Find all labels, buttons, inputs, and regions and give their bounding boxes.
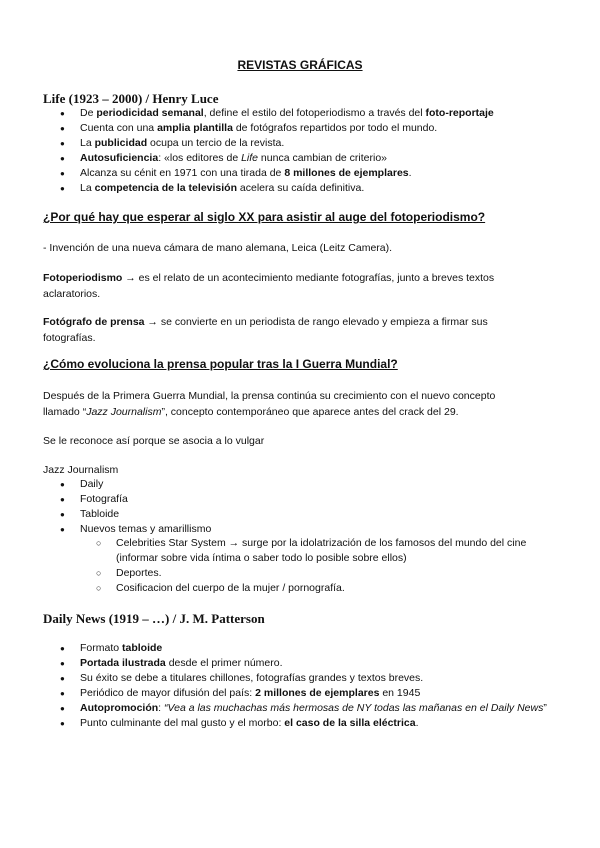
bullet-icon: ●	[60, 169, 65, 178]
list-item: ○ Deportes.	[96, 567, 162, 579]
bullet-icon: ●	[60, 674, 65, 683]
paragraph-leica: - Invención de una nueva cámara de mano alemana, Leica (Leitz Camera).	[43, 242, 393, 254]
section-heading-prensa-popular: ¿Cómo evoluciona la prensa popular tras la I Guerra Mundial?	[43, 357, 398, 371]
bullet-icon: ●	[60, 495, 65, 504]
bullet-icon: ●	[60, 154, 65, 163]
list-item: ● Daily	[60, 478, 104, 490]
bullet-icon: ●	[60, 139, 65, 148]
sub-bullet-icon: ○	[96, 568, 102, 578]
document-title: REVISTAS GRÁFICAS	[237, 58, 363, 72]
list-item: ● Nuevos temas y amarillismo	[60, 523, 212, 535]
section-heading-fotoperiodismo: ¿Por qué hay que esperar al siglo XX para asistir al auge del fotoperiodismo?	[43, 210, 486, 224]
definition-fotografo-de-prensa: Fotógrafo de prensa → se convierte en un periodista de rango elevado y empieza a firmar sus fotografías.	[43, 316, 488, 344]
bullet-icon: ●	[60, 689, 65, 698]
bullet-icon: ●	[60, 525, 65, 534]
list-item: ● Periódico de mayor difusión del país: 2 millones de ejemplares en 1945	[60, 687, 421, 699]
list-item: ● Su éxito se debe a titulares chillones, fotografías grandes y textos breves.	[60, 672, 424, 684]
bullet-icon: ●	[60, 184, 65, 193]
list-item: ○ Celebrities Star System → surge por la idolatrización de los famosos del mundo del cine (informar sobre vida íntima o saber todo lo posible sobre ellos)	[96, 537, 527, 564]
list-item: ○ Cosificacion del cuerpo de la mujer / pornografía.	[96, 582, 345, 594]
life-heading: Life (1923 – 2000) / Henry Luce	[43, 91, 219, 106]
list-item: ● Fotografía	[60, 493, 128, 505]
list-item: ● Cuenta con una amplia plantilla de fotógrafos repartidos por todo el mundo.	[60, 122, 438, 134]
definition-fotoperiodismo: Fotoperiodismo → es el relato de un acontecimiento mediante fotografías, junto a breves textos aclaratorios.	[43, 272, 495, 300]
list-item: ● De periodicidad semanal, define el estilo del fotoperiodismo a través del foto-reportaje	[60, 107, 494, 119]
bullet-icon: ●	[60, 510, 65, 519]
list-item: ● Portada ilustrada desde el primer número.	[60, 657, 283, 669]
list-item: ● Formato tabloide	[60, 642, 163, 654]
list-item: ● Autopromoción: “Vea a las muchachas más hermosas de NY todas las mañanas en el Daily News”	[60, 702, 547, 714]
sub-bullet-icon: ○	[96, 583, 102, 593]
list-item: ● Alcanza su cénit en 1971 con una tirada de 8 millones de ejemplares.	[60, 167, 412, 179]
life-bullet-list	[60, 106, 494, 196]
bullet-icon: ●	[60, 659, 65, 668]
daily-news-bullet-list	[60, 641, 550, 731]
paragraph-vulgar: Se le reconoce así porque se asocia a lo vulgar	[43, 435, 265, 447]
jazz-journalism-sublist	[96, 536, 546, 596]
list-title-jazz-journalism: Jazz Journalism	[43, 464, 119, 476]
bullet-icon: ●	[60, 719, 65, 728]
list-item: ● Tabloide	[60, 508, 120, 520]
sub-bullet-icon: ○	[96, 538, 102, 548]
bullet-icon: ●	[60, 109, 65, 118]
list-item: ● La competencia de la televisión acelera su caída definitiva.	[60, 182, 365, 194]
bullet-icon: ●	[60, 644, 65, 653]
paragraph-jazz-journalism: Después de la Primera Guerra Mundial, la prensa continúa su crecimiento con el nuevo concepto llamado “Jazz Journalism”, concepto contemporáneo que aparece antes del crack del 29.	[43, 390, 496, 418]
jazz-journalism-list	[60, 477, 212, 537]
daily-news-heading: Daily News (1919 – …) / J. M. Patterson	[43, 611, 265, 626]
list-item: ● Autosuficiencia: «los editores de Life nunca cambian de criterio»	[60, 152, 388, 164]
bullet-icon: ●	[60, 480, 65, 489]
bullet-icon: ●	[60, 124, 65, 133]
bullet-icon: ●	[60, 704, 65, 713]
list-item: ● La publicidad ocupa un tercio de la revista.	[60, 137, 285, 149]
list-item: ● Punto culminante del mal gusto y el morbo: el caso de la silla eléctrica.	[60, 717, 419, 729]
